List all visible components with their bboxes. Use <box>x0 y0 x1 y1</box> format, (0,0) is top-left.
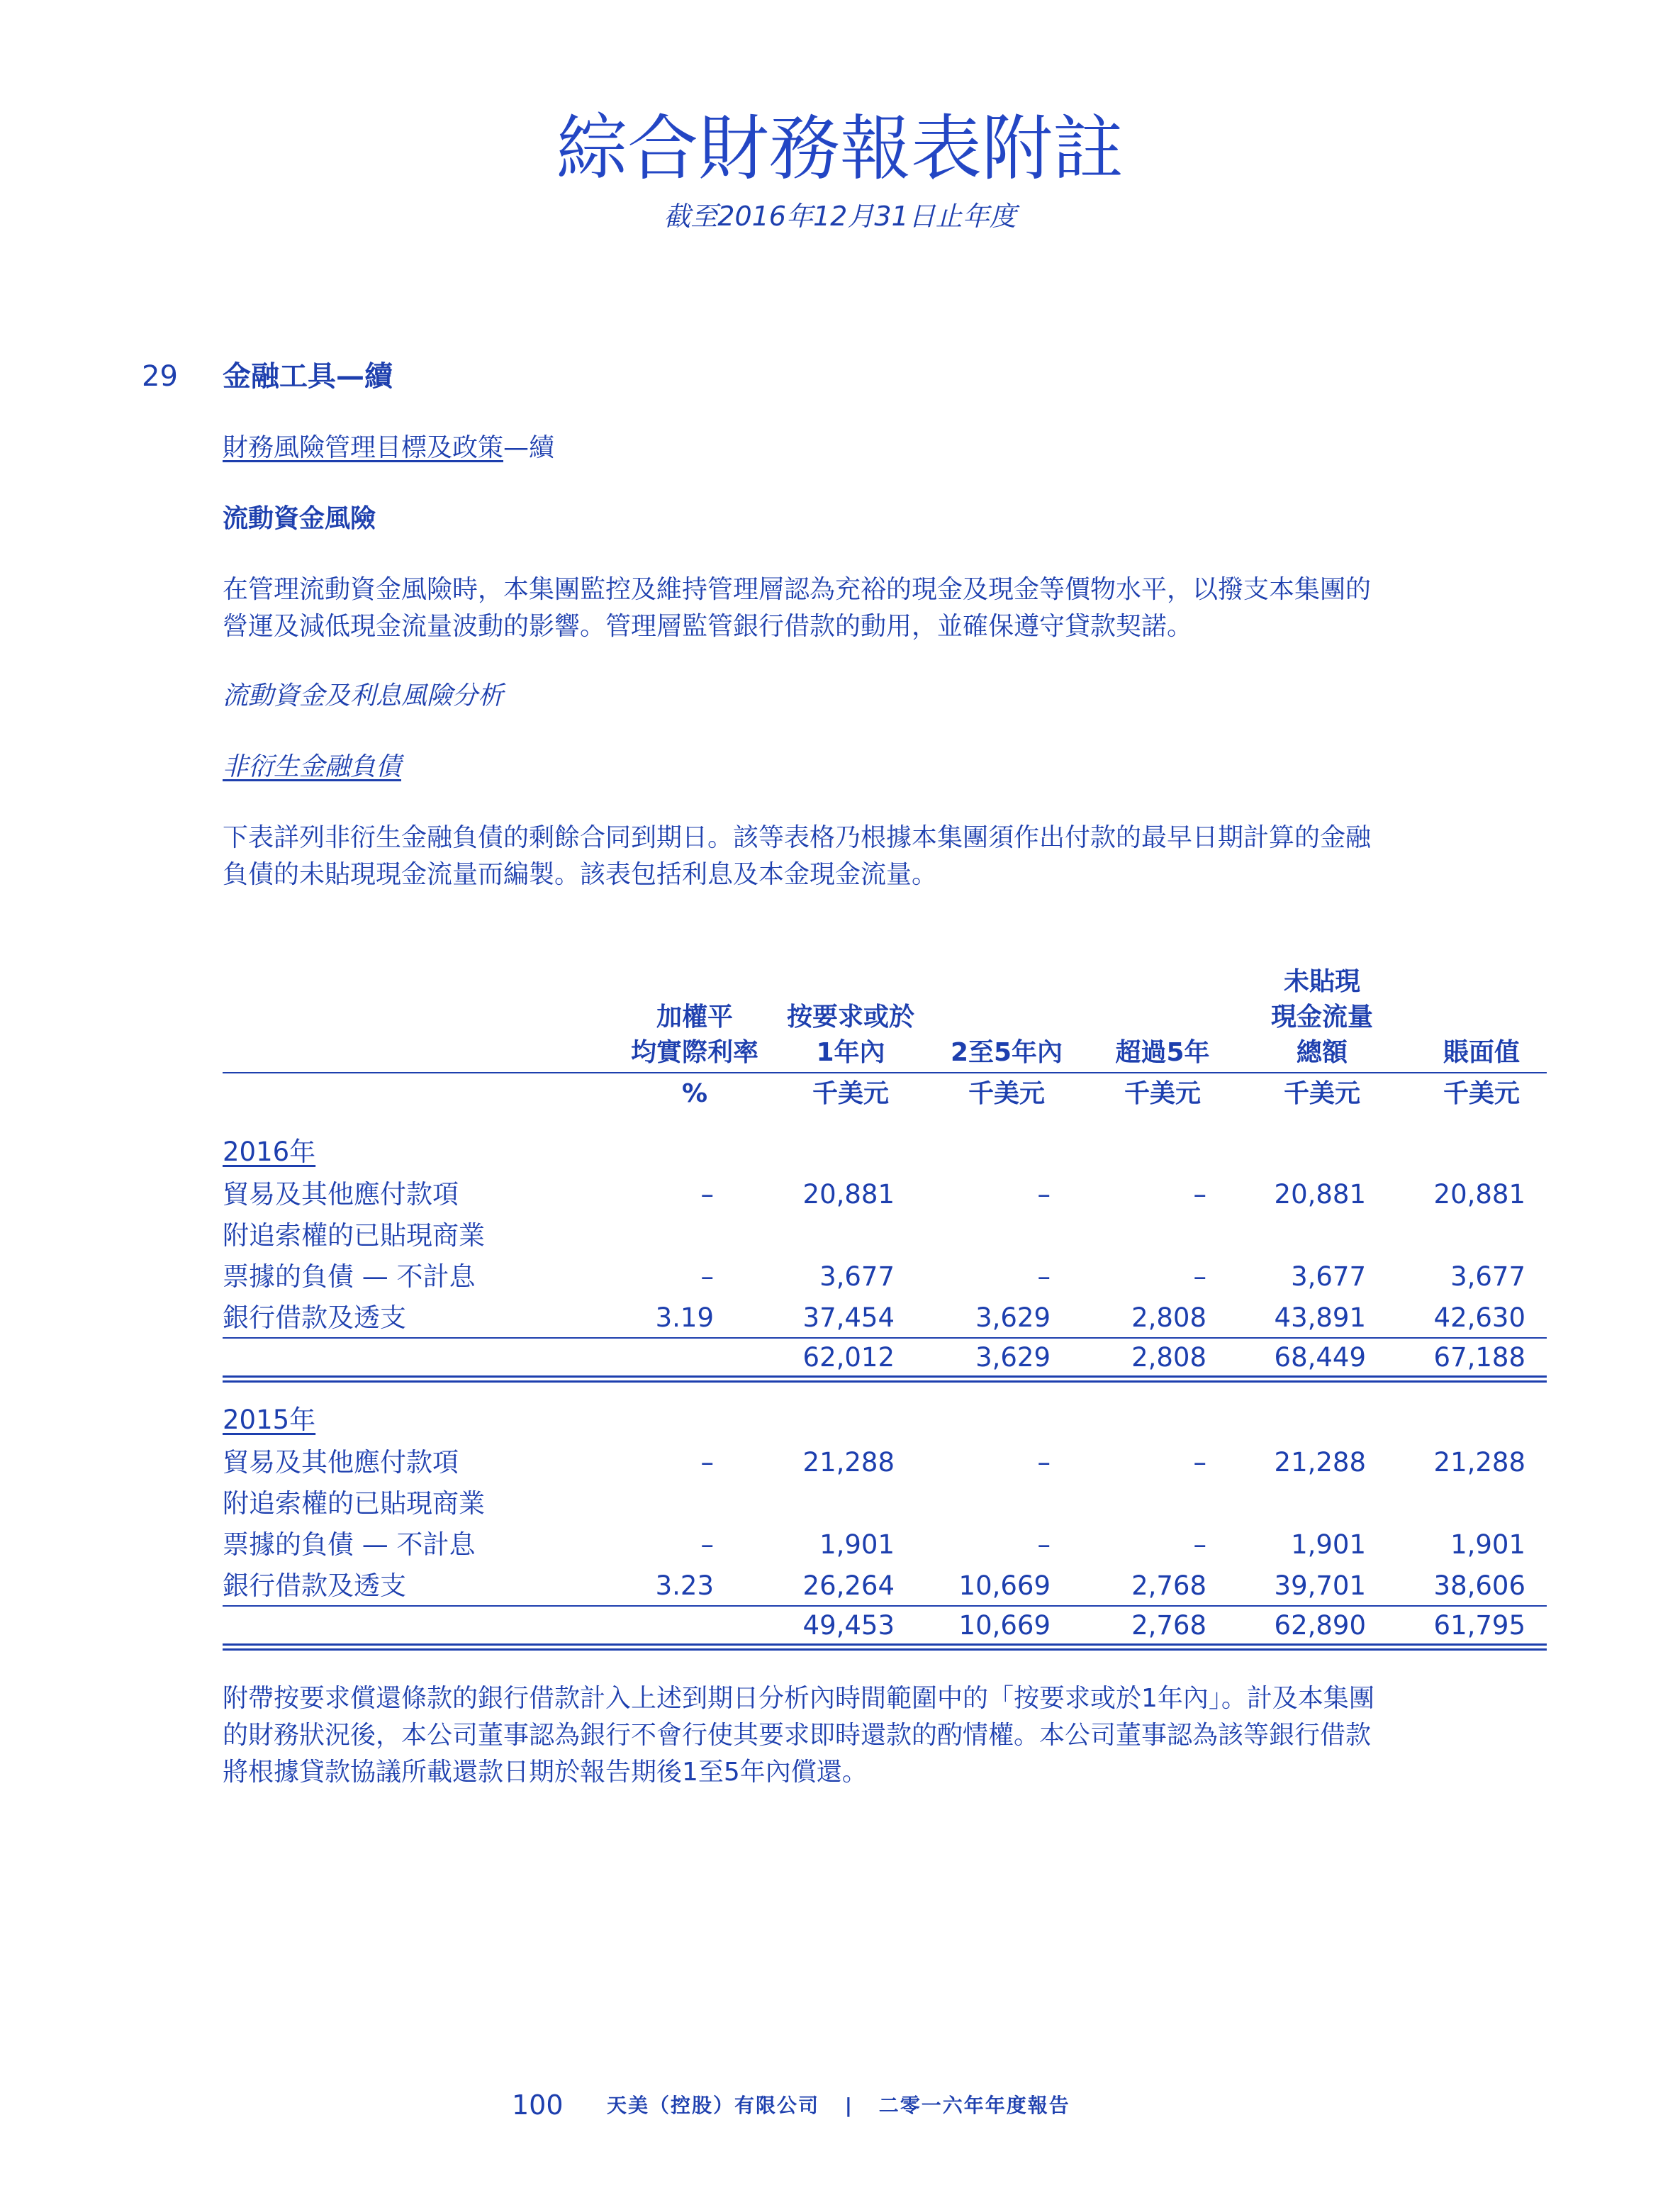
footer-company: 天美（控股）有限公司 <box>607 2094 820 2117</box>
row-2016-3-col6: 42,630 <box>1433 1302 1525 1333</box>
total-2015-col2: 49,453 <box>802 1610 895 1641</box>
header-col1-line2: 均實際利率 <box>630 1038 758 1067</box>
row-2016-2-label: 票據的負債 — 不計息 <box>223 1261 476 1292</box>
row-2016-2-col2: 3,677 <box>819 1261 895 1292</box>
row-2016-2-col1: – <box>700 1261 714 1292</box>
row-2015-2-col4: – <box>1193 1529 1206 1560</box>
row-2015-2-col6: 1,901 <box>1450 1529 1525 1560</box>
row-2015-0-col2: 21,288 <box>802 1447 895 1478</box>
header-col3: 2至5年內 <box>950 1038 1063 1067</box>
section-title: 金融工具—續 <box>223 360 393 393</box>
header-col2-line2: 1年內 <box>816 1038 885 1067</box>
row-2016-3-col1: 3.19 <box>655 1302 714 1333</box>
row-2016-0-col5: 20,881 <box>1274 1179 1366 1210</box>
row-2016-2-col5: 3,677 <box>1291 1261 1366 1292</box>
total-2015-col3: 10,669 <box>958 1610 1051 1641</box>
row-2016-0-col1: – <box>700 1179 714 1210</box>
row-2015-3-col4: 2,768 <box>1131 1570 1206 1601</box>
row-2016-3-col5: 43,891 <box>1274 1302 1366 1333</box>
row-2016-1-label: 附追索權的已貼現商業 <box>223 1220 485 1251</box>
unit-col6: 千美元 <box>1443 1079 1520 1108</box>
liquidity-heading: 流動資金風險 <box>223 504 376 533</box>
row-2015-1-label: 附追索權的已貼現商業 <box>223 1488 485 1519</box>
total-2016-col3: 3,629 <box>975 1342 1051 1373</box>
paragraph3-line1: 附帶按要求償還條款的銀行借款計入上述到期日分析內時間範圍中的「按要求或於1年內」。計及本集團 <box>223 1684 1374 1713</box>
row-2016-3-col3: 3,629 <box>975 1302 1051 1333</box>
header-rule <box>223 1072 1547 1073</box>
row-2016-0-label: 貿易及其他應付款項 <box>223 1179 459 1210</box>
row-2016-0-col2: 20,881 <box>802 1179 895 1210</box>
row-2015-0-col3: – <box>1037 1447 1051 1478</box>
year-2016-label: 2016年 <box>223 1137 316 1167</box>
row-2015-2-col5: 1,901 <box>1291 1529 1366 1560</box>
row-2016-3-col2: 37,454 <box>802 1302 895 1333</box>
total-2015-double-rule-2 <box>223 1648 1547 1651</box>
subheading-underlined: 財務風險管理目標及政策 <box>223 433 504 462</box>
total-2015-col4: 2,768 <box>1131 1610 1206 1641</box>
header-col5-line1: 未貼現 <box>1283 967 1360 996</box>
row-2015-3-col3: 10,669 <box>958 1570 1051 1601</box>
header-col6: 賬面值 <box>1443 1038 1520 1067</box>
paragraph2-line2: 負債的未貼現現金流量而編製。該表包括利息及本金現金流量。 <box>223 860 938 889</box>
footer-separator: | <box>844 2094 853 2117</box>
header-col5-line2: 現金流量 <box>1270 1003 1373 1032</box>
unit-col3: 千美元 <box>968 1079 1045 1108</box>
header-col2-line1: 按要求或於 <box>786 1003 914 1032</box>
nonderivative-heading: 非衍生金融負債 <box>223 752 402 781</box>
year-2015-label: 2015年 <box>223 1405 316 1435</box>
total-2016-double-rule-1 <box>223 1375 1547 1378</box>
unit-col5: 千美元 <box>1283 1079 1360 1108</box>
row-2015-0-col5: 21,288 <box>1274 1447 1366 1478</box>
paragraph1-line1: 在管理流動資金風險時，本集團監控及維持管理層認為充裕的現金及現金等價物水平，以撥支本集團的 <box>223 575 1372 604</box>
paragraph1-line2: 營運及減低現金流量波動的影響。管理層監管銀行借款的動用，並確保遵守貸款契諾。 <box>223 612 1193 641</box>
analysis-heading: 流動資金及利息風險分析 <box>223 681 504 710</box>
unit-col4: 千美元 <box>1124 1079 1201 1108</box>
row-2016-0-col6: 20,881 <box>1433 1179 1525 1210</box>
row-2015-3-col6: 38,606 <box>1433 1570 1525 1601</box>
row-2015-0-col4: – <box>1193 1447 1206 1478</box>
row-2015-3-col1: 3.23 <box>655 1570 714 1601</box>
total-2015-col5: 62,890 <box>1274 1610 1366 1641</box>
row-2015-3-col2: 26,264 <box>802 1570 895 1601</box>
row-2016-2-col6: 3,677 <box>1450 1261 1525 1292</box>
row-2015-0-label: 貿易及其他應付款項 <box>223 1447 459 1478</box>
header-col5-line3: 總額 <box>1296 1038 1348 1067</box>
unit-col1: % <box>681 1079 708 1108</box>
total-2016-top-rule <box>223 1337 1547 1339</box>
total-2015-col6: 61,795 <box>1433 1610 1525 1641</box>
row-2016-2-col3: – <box>1037 1261 1051 1292</box>
row-2015-0-col6: 21,288 <box>1433 1447 1525 1478</box>
total-2015-top-rule <box>223 1605 1547 1607</box>
paragraph3-line2: 的財務狀況後，本公司董事認為銀行不會行使其要求即時還款的酌情權。本公司董事認為該等銀行借款 <box>223 1721 1372 1750</box>
total-2016-col2: 62,012 <box>802 1342 895 1373</box>
unit-col2: 千美元 <box>812 1079 889 1108</box>
row-2015-0-col1: – <box>700 1447 714 1478</box>
section-number: 29 <box>142 360 178 393</box>
row-2016-0-col4: – <box>1193 1179 1206 1210</box>
subheading-suffix: —續 <box>503 433 555 462</box>
row-2016-2-col4: – <box>1193 1261 1206 1292</box>
row-2016-3-label: 銀行借款及透支 <box>223 1302 406 1333</box>
row-2016-3-col4: 2,808 <box>1131 1302 1206 1333</box>
row-2015-3-col5: 39,701 <box>1274 1570 1366 1601</box>
row-2016-0-col3: – <box>1037 1179 1051 1210</box>
total-2016-double-rule-2 <box>223 1380 1547 1383</box>
header-col1-line1: 加權平 <box>656 1003 733 1032</box>
page-title: 綜合財務報表附註 <box>556 107 1124 190</box>
row-2015-2-col2: 1,901 <box>819 1529 895 1560</box>
header-col4: 超過5年 <box>1115 1038 1210 1067</box>
paragraph2-line1: 下表詳列非衍生金融負債的剩餘合同到期日。該等表格乃根據本集團須作出付款的最早日期計算的金融 <box>223 823 1372 852</box>
row-2015-2-col1: – <box>700 1529 714 1560</box>
total-2016-col6: 67,188 <box>1433 1342 1525 1373</box>
paragraph3-line3: 將根據貸款協議所載還款日期於報告期後1至5年內償還。 <box>223 1758 868 1787</box>
row-2015-2-col3: – <box>1037 1529 1051 1560</box>
total-2016-col5: 68,449 <box>1274 1342 1366 1373</box>
subheading <box>223 430 554 467</box>
row-2015-2-label: 票據的負債 — 不計息 <box>223 1529 476 1560</box>
total-2016-col4: 2,808 <box>1131 1342 1206 1373</box>
footer-text <box>607 2092 1070 2120</box>
total-2015-double-rule-1 <box>223 1643 1547 1646</box>
footer-report: 二零一六年年度報告 <box>878 2094 1070 2117</box>
row-2015-3-label: 銀行借款及透支 <box>223 1570 406 1601</box>
footer-page-number: 100 <box>512 2089 564 2121</box>
page-subtitle: 截至2016年12月31日止年度 <box>663 201 1017 232</box>
